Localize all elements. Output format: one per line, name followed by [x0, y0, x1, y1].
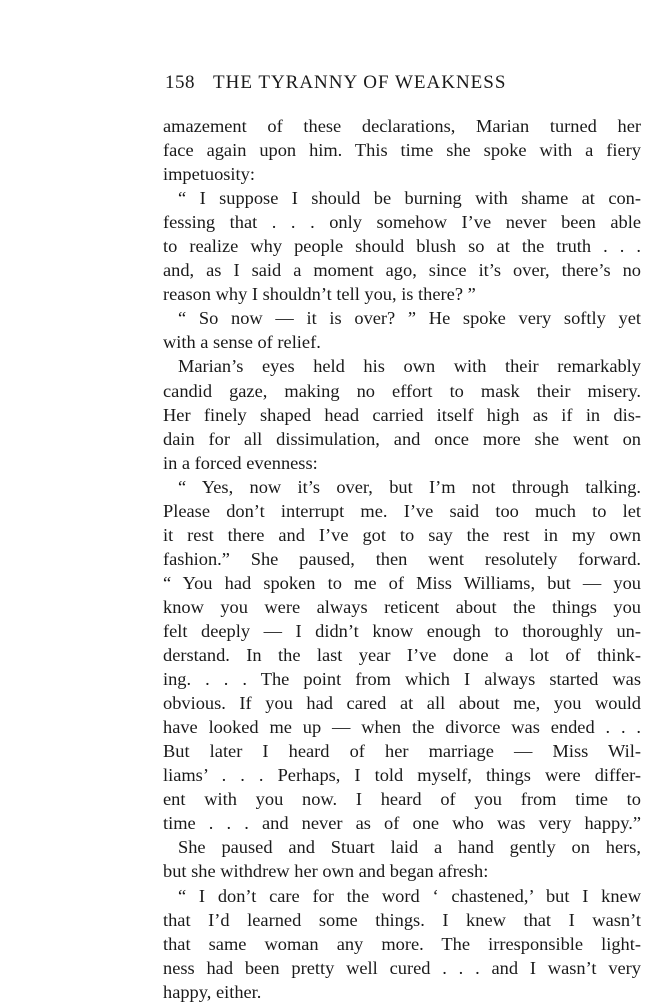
text-line: impetuosity: — [163, 164, 255, 185]
text-line: felt deeply — I didn’t know enough to thoroughly un- — [163, 620, 641, 641]
text-line: happy, either. — [163, 981, 262, 1002]
text-line: fessing that . . . only somehow I’ve never been able — [163, 212, 641, 233]
text-line: have looked me up — when the divorce was ended . . . — [163, 717, 641, 738]
text-line: “ You had spoken to me of Miss Williams, but — you — [163, 572, 641, 593]
text-line: “ I suppose I should be burning with shame at con- — [178, 188, 641, 209]
text-line: time . . . and never as of one who was very happy.” — [163, 813, 641, 834]
body-text — [163, 114, 641, 1004]
text-line: in a forced evenness: — [163, 452, 318, 473]
text-line: derstand. In the last year I’ve done a lot of think- — [163, 645, 641, 666]
text-line: candid gaze, making no effort to mask their misery. — [163, 380, 641, 401]
text-line: liams’ . . . Perhaps, I told myself, things were differ- — [163, 765, 641, 786]
page-number: 158 — [165, 72, 195, 93]
text-line: to realize why people should blush so at the truth . . . — [163, 236, 641, 257]
text-line: dain for all dissimulation, and once more she went on — [163, 428, 641, 449]
text-line: “ I don’t care for the word ‘ chastened,’ but I knew — [178, 885, 641, 906]
text-line: Please don’t interrupt me. I’ve said too much to let — [163, 500, 641, 521]
text-line: and, as I said a moment ago, since it’s over, there’s no — [163, 260, 641, 281]
text-line: Marian’s eyes held his own with their remarkably — [178, 356, 641, 377]
page-header — [165, 72, 645, 94]
text-line: reason why I shouldn’t tell you, is there? ” — [163, 284, 476, 305]
text-line: fashion.” She paused, then went resolutely forward. — [163, 548, 641, 569]
text-line: She paused and Stuart laid a hand gently on hers, — [178, 837, 641, 858]
text-line: it rest there and I’ve got to say the rest in my own — [163, 524, 641, 545]
text-line: with a sense of relief. — [163, 332, 321, 353]
text-line: ing. . . . The point from which I always started was — [163, 669, 641, 690]
text-line: that same woman any more. The irresponsible light- — [163, 933, 641, 954]
running-title: THE TYRANNY OF WEAKNESS — [213, 72, 507, 93]
text-line: ness had been pretty well cured . . . and I wasn’t very — [163, 957, 641, 978]
text-line: that I’d learned some things. I knew that I wasn’t — [163, 909, 641, 930]
text-line: amazement of these declarations, Marian turned her — [163, 116, 641, 136]
text-line: But later I heard of her marriage — Miss Wil- — [163, 741, 641, 762]
text-line: “ So now — it is over? ” He spoke very softly yet — [178, 308, 641, 329]
text-line: Her finely shaped head carried itself high as if in dis- — [163, 404, 641, 425]
text-line: ent with you now. I heard of you from time to — [163, 789, 641, 810]
text-line: obvious. If you had cared at all about me, you would — [163, 693, 641, 714]
text-line: “ Yes, now it’s over, but I’m not through talking. — [178, 476, 641, 497]
text-line: but she withdrew her own and began afresh: — [163, 861, 489, 882]
text-line: face again upon him. This time she spoke with a fiery — [163, 140, 641, 161]
text-line: know you were always reticent about the things you — [163, 596, 641, 617]
